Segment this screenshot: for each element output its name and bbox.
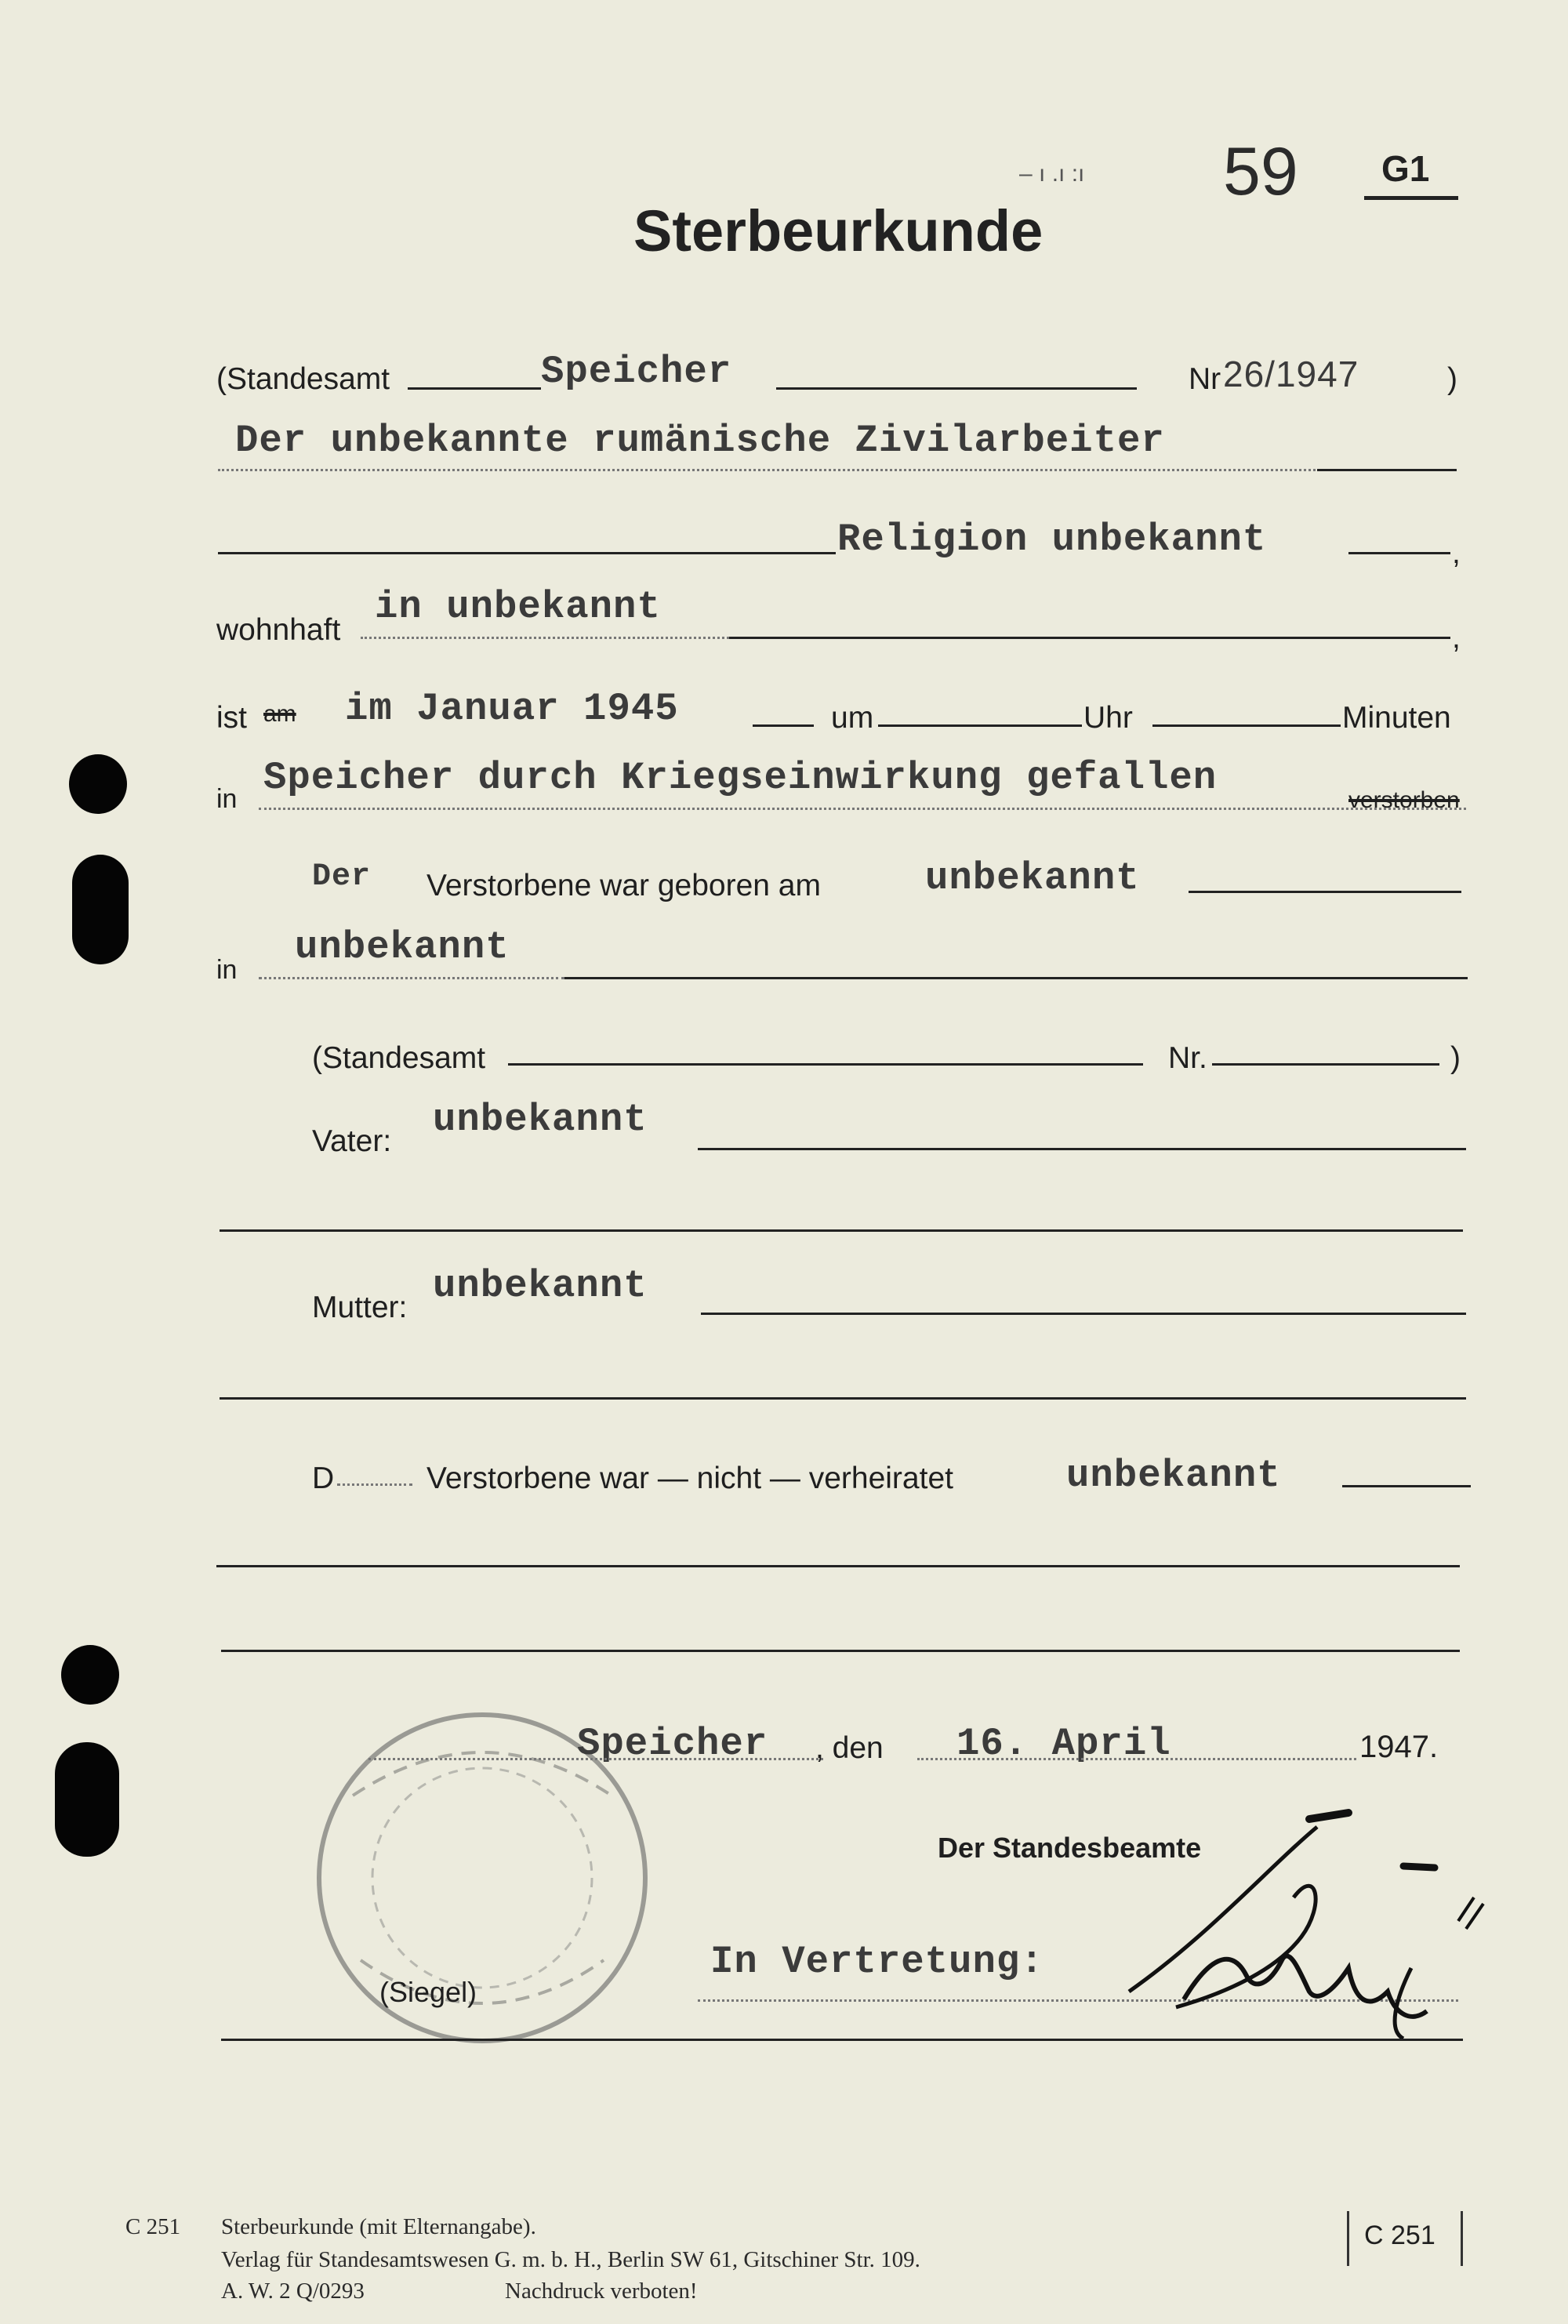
seal-label: (Siegel): [379, 1976, 477, 2008]
residence-comma: ,: [1452, 621, 1461, 655]
name-rule-end: [1317, 469, 1457, 471]
religion-rule-left: [218, 552, 836, 554]
death-label: ist: [216, 701, 247, 735]
punch-hole-3: [61, 1645, 119, 1705]
marriage-value: unbekannt: [1066, 1454, 1281, 1498]
footer-title: Sterbeurkunde (mit Elternangabe).: [221, 2214, 536, 2239]
marriage-prefix-dots: [337, 1483, 412, 1486]
marriage-rule-2: [216, 1565, 1460, 1567]
den-label: , den: [815, 1731, 884, 1765]
marriage-text: Verstorbene war — nicht — verheiratet: [426, 1462, 953, 1495]
signing-year: 1947.: [1359, 1730, 1439, 1764]
uhr-rule: [1152, 724, 1341, 727]
name-dotted-line: [218, 469, 1457, 471]
mother-rule-2: [220, 1397, 1466, 1400]
residence-rule: [729, 637, 1450, 639]
footer-publisher: Verlag für Standesamtswesen G. m. b. H., Berlin SW 61, Gitschiner Str. 109.: [221, 2247, 920, 2272]
um-label: um: [831, 701, 874, 735]
religion-comma: ,: [1452, 536, 1461, 570]
father-rule: [698, 1148, 1466, 1150]
deceased-name: Der unbekannte rumänische Zivilarbeiter: [235, 419, 1165, 463]
residence-label: wohnhaft: [216, 613, 341, 647]
minuten-label: Minuten: [1342, 701, 1451, 735]
official-title: Der Standesbeamte: [938, 1832, 1202, 1864]
marriage-rule-3: [221, 1650, 1460, 1652]
bottom-rule: [221, 2039, 1463, 2041]
footer-box-code: C 251: [1364, 2221, 1436, 2250]
verstorben-struck: verstorben: [1348, 787, 1460, 813]
father-label: Vater:: [312, 1124, 392, 1158]
office-value: Speicher: [541, 350, 732, 394]
birth-date-value: unbekannt: [925, 856, 1140, 900]
mother-value: unbekannt: [433, 1264, 648, 1308]
birth-nr-label: Nr.: [1168, 1041, 1207, 1075]
father-value: unbekannt: [433, 1098, 648, 1142]
signing-date: 16. April: [956, 1722, 1171, 1766]
religion-rule-right: [1348, 552, 1450, 554]
office-rule-left: [408, 387, 541, 390]
handwritten-signature: [1113, 1803, 1505, 2046]
residence-value: in unbekannt: [375, 585, 661, 629]
signing-place-dots: [368, 1758, 823, 1760]
deputy-label: In Vertretung:: [710, 1940, 1044, 1984]
punch-hole-4: [55, 1742, 119, 1857]
footer-form-code: A. W. 2 Q/0293: [221, 2279, 365, 2304]
reference-code-underline: [1364, 196, 1458, 200]
birth-office-label: (Standesamt: [312, 1041, 486, 1075]
office-nr-value: 26/1947: [1223, 354, 1359, 394]
signing-place: Speicher: [577, 1722, 768, 1766]
marriage-prefix: D: [312, 1462, 335, 1495]
birth-office-close: ): [1450, 1041, 1461, 1075]
reference-number: 59: [1223, 134, 1298, 209]
birth-place-value: unbekannt: [295, 925, 510, 969]
office-rule-right: [776, 387, 1137, 390]
office-nr-label: Nr: [1189, 362, 1221, 396]
office-close: ): [1447, 362, 1457, 396]
reference-code: G1: [1381, 148, 1430, 189]
birth-place-label: in: [216, 955, 238, 985]
mother-rule: [701, 1313, 1466, 1315]
mother-label: Mutter:: [312, 1291, 408, 1324]
punch-hole-2: [72, 855, 129, 964]
death-place-dotted-line: [259, 808, 1466, 810]
death-date-value: im Januar 1945: [345, 687, 679, 731]
deceased-religion: Religion unbekannt: [837, 517, 1267, 561]
birth-place-rule: [564, 977, 1468, 979]
footer-copyright: Nachdruck verboten!: [505, 2279, 698, 2304]
punch-hole-1: [69, 754, 127, 814]
birth-nr-rule: [1212, 1063, 1439, 1066]
marriage-rule: [1342, 1485, 1471, 1487]
birth-date-rule: [1189, 891, 1461, 893]
father-rule-2: [220, 1229, 1463, 1232]
document-title: Sterbeurkunde: [633, 198, 1044, 263]
birth-place-dotted-line: [259, 977, 564, 979]
office-label: (Standesamt: [216, 362, 390, 396]
death-place-label: in: [216, 784, 238, 814]
birth-text: Verstorbene war geboren am: [426, 869, 821, 902]
birth-prefix: Der: [312, 859, 372, 895]
signing-date-dots: [917, 1758, 1356, 1760]
header-marks: – ı .ı :ı: [1019, 161, 1085, 187]
um-rule: [878, 724, 1082, 727]
birth-office-rule: [508, 1063, 1143, 1066]
death-date-rule: [753, 724, 814, 727]
footer-code: C 251: [125, 2214, 181, 2239]
death-am-struck: am: [263, 701, 296, 727]
death-place-value: Speicher durch Kriegseinwirkung gefallen: [263, 756, 1218, 800]
uhr-label: Uhr: [1083, 701, 1133, 735]
residence-dotted-line: [361, 637, 729, 639]
